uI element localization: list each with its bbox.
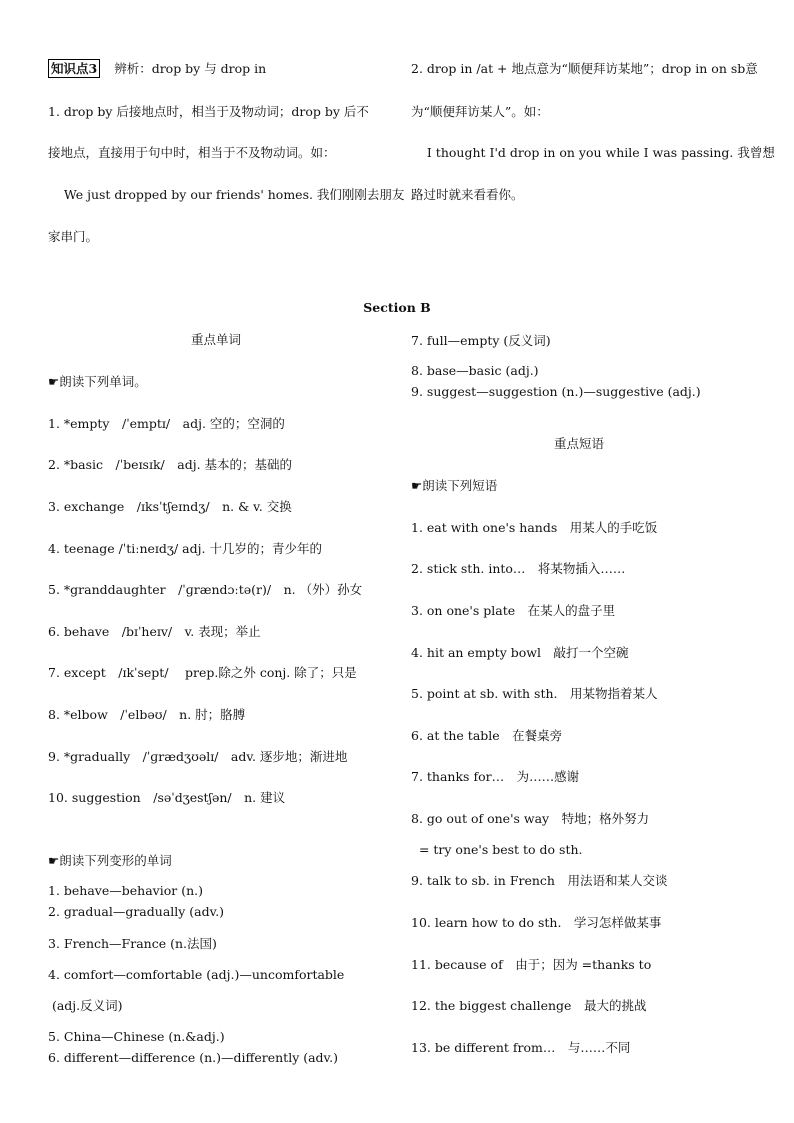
vocab-item: 7. except /ɪkˈsept/ prep.除之外 conj. 除了；只是 [48,665,357,680]
paragraph-line: 接地点，直接用于句中时，相当于不及物动词。如： [48,145,336,160]
form-item: 3. French—France (n.法国) [48,936,217,951]
phrase-item: 12. the biggest challenge 最大的挑战 [411,998,647,1013]
vocab-item: 2. *basic /ˈbeɪsɪk/ adj. 基本的；基础的 [48,457,293,472]
knowledge-point-line [48,61,266,77]
form-item: 9. suggest—suggestion (n.)—suggestive (adj.) [411,384,701,399]
form-item: 8. base—basic (adj.) [411,363,539,378]
phrase-heading: 重点短语 [553,436,604,451]
example-sentence: We just dropped by our friends' homes. 我们刚刚去朋友 [48,187,405,202]
read-forms-instruction: ☛朗读下列变形的单词 [48,853,172,868]
form-item: 1. behave—behavior (n.) [48,883,203,898]
phrase-item: 13. be different from… 与……不同 [411,1040,631,1055]
vocab-heading: 重点单词 [190,332,241,347]
knowledge-point-title: 辨析：drop by 与 drop in [114,61,267,76]
knowledge-point-badge: 知识点3 [48,59,100,78]
phrase-item: 7. thanks for… 为……感谢 [411,769,580,784]
section-title: Section B [363,300,431,315]
form-item: 5. China—Chinese (n.&adj.) [48,1029,225,1044]
phrase-item: 10. learn how to do sth. 学习怎样做某事 [411,915,662,930]
form-item: 4. comfort—comfortable (adj.)—uncomfortable [48,967,345,982]
form-item: 6. different—difference (n.)—differently (adv.) [48,1050,338,1065]
paragraph-line: 2. drop in /at + 地点意为“顺便拜访某地”；drop in on sb意 [411,61,758,76]
phrase-item: 5. point at sb. with sth. 用某物指着某人 [411,686,658,701]
phrase-item: 11. because of 由于；因为 =thanks to [411,957,652,972]
vocab-item: 4. teenage /ˈtiːneɪdʒ/ adj. 十几岁的；青少年的 [48,541,322,556]
phrase-item: 4. hit an empty bowl 敲打一个空碗 [411,645,629,660]
form-item: 7. full—empty (反义词) [411,333,551,348]
read-words-instruction: ☛朗读下列单词。 [48,374,147,389]
phrase-item: 9. talk to sb. in French 用法语和某人交谈 [411,873,668,888]
paragraph-line: 家串门。 [48,229,99,244]
example-sentence: I thought I'd drop in on you while I was passing. 我曾想 [411,145,775,160]
paragraph-line: 路过时就来看看你。 [411,187,524,202]
phrase-item: 1. eat with one's hands 用某人的手吃饭 [411,520,658,535]
phrase-item-continued: = try one's best to do sth. [411,842,583,857]
phrase-item: 3. on one's plate 在某人的盘子里 [411,603,616,618]
vocab-item: 3. exchange /ɪksˈtʃeɪndʒ/ n. & v. 交换 [48,499,292,514]
vocab-item: 10. suggestion /səˈdʒestʃən/ n. 建议 [48,790,286,805]
phrase-item: 8. go out of one's way 特地；格外努力 [411,811,650,826]
vocab-item: 6. behave /bɪˈheɪv/ v. 表现；举止 [48,624,261,639]
paragraph-line: 为“顺便拜访某人”。如： [411,104,549,119]
vocab-item: 1. *empty /ˈemptɪ/ adj. 空的；空洞的 [48,416,285,431]
vocab-item: 8. *elbow /ˈelbəʊ/ n. 肘；胳膊 [48,707,246,722]
form-item: 2. gradual—gradually (adv.) [48,904,225,919]
phrase-item: 6. at the table 在餐桌旁 [411,728,563,743]
paragraph-line: 1. drop by 后接地点时，相当于及物动词；drop by 后不 [48,104,369,119]
phrase-item: 2. stick sth. into… 将某物插入…… [411,561,626,576]
read-phrases-instruction: ☛朗读下列短语 [411,478,498,493]
vocab-item: 9. *gradually /ˈɡrædʒʊəlɪ/ adv. 逐步地；渐进地 [48,749,348,764]
form-item-continued: (adj.反义词) [48,998,123,1013]
vocab-item: 5. *granddaughter /ˈɡrændɔːtə(r)/ n. （外）孙女 [48,582,363,597]
